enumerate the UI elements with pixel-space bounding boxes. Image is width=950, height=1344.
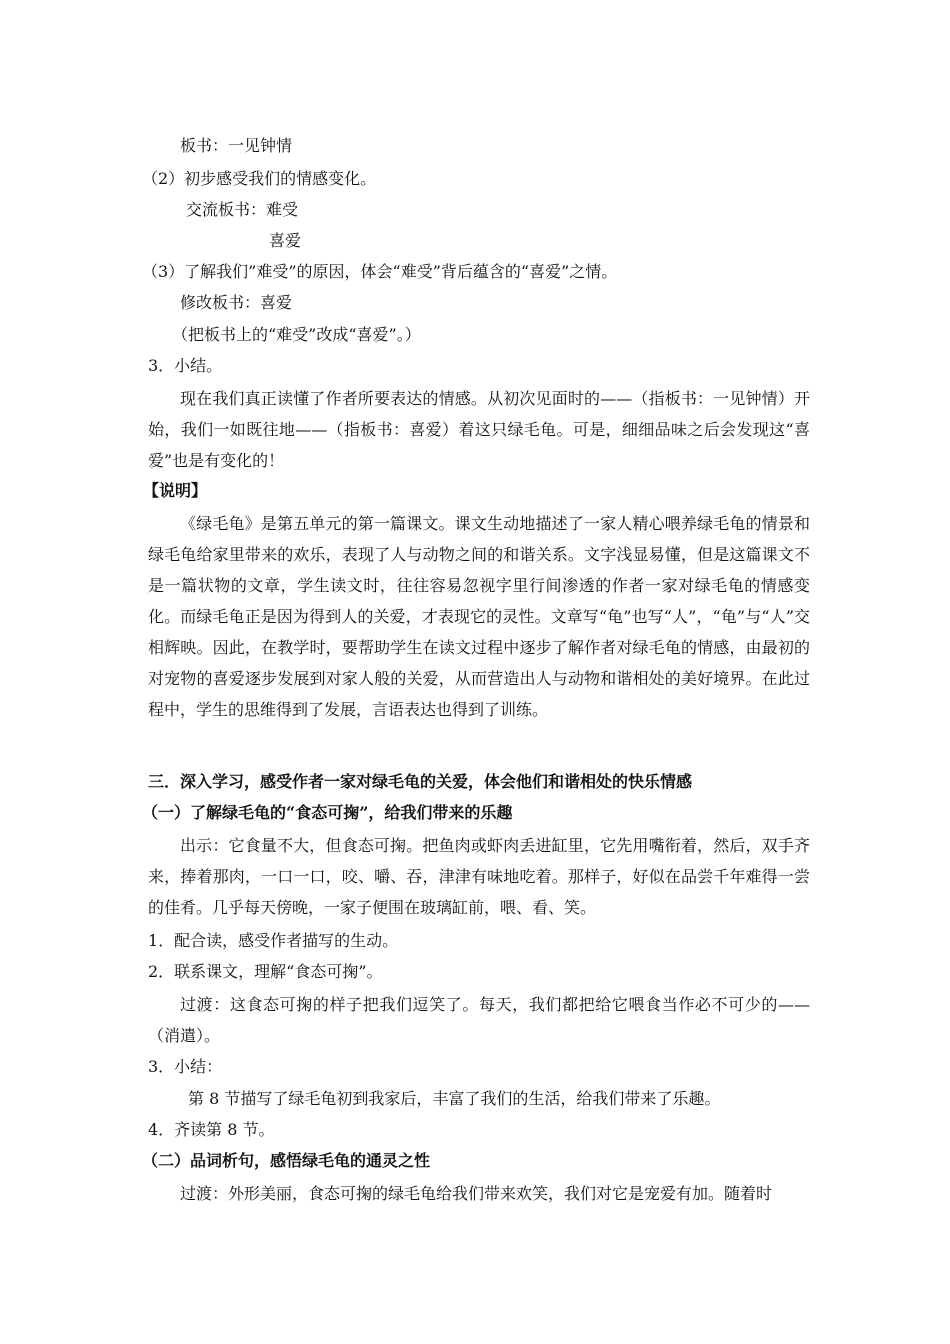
board-change-note: （把板书上的“难受”改成“喜爱”。） — [172, 325, 421, 344]
section-3-heading: 三．深入学习，感受作者一家对绿毛龟的关爱，体会他们和谐相处的快乐情感 — [148, 772, 693, 791]
explanation-heading: 【说明】 — [143, 481, 208, 500]
step-1-item: 1．配合读，感受作者描写的生动。 — [148, 931, 399, 950]
section-8-summary: 第 8 节描写了绿毛龟初到我家后，丰富了我们的生活，给我们带来了乐趣。 — [188, 1089, 721, 1108]
step-2-item: 2．联系课文，理解“食态可掬”。 — [148, 962, 383, 981]
step-3-heading: （3）了解我们”难受”的原因，体会“难受”背后蕴含的“喜爱”之情。 — [142, 262, 618, 281]
step-2-heading: （2）初步感受我们的情感变化。 — [142, 169, 377, 188]
board-note-revised: 修改板书：喜爱 — [180, 293, 293, 312]
board-note-discomfort: 交流板书：难受 — [186, 200, 299, 219]
transition-paragraph-2: 过渡：外形美丽，食态可掬的绿毛龟给我们带来欢笑，我们对它是宠爱有加。随着时 — [180, 1184, 773, 1203]
summary-heading: 3．小结。 — [148, 356, 223, 375]
board-note-love: 喜爱 — [269, 231, 302, 250]
explanation-paragraph: 《绿毛龟》是第五单元的第一篇课文。课文生动地描述了一家人精心喂养绿毛龟的情景和绿毛龟给家里带来的欢乐，表现了人与动物之间的和谐关系。文字浅显易懂，但是这篇课文不是一篇状物的文章，学生读文时，往往容易忽视字里行间渗透的作者一家对绿毛龟的情感变化。而绿毛龟正是因为得到人的关爱，才表现它的灵性。文章写“龟”也写“人”，“龟”与“人”交相辉映。因此，在教学时，要帮助学生在读文过程中逐步了解作者对绿毛龟的情感，由最初的对宠物的喜爱逐步发展到对家人般的关爱，从而营造出人与动物和谐相处的美好境界。在此过程中，学生的思维得到了发展，言语表达也得到了训练。 — [148, 514, 810, 719]
subsection-1-heading: （一）了解绿毛龟的“食态可掬”，给我们带来的乐趣 — [142, 803, 513, 822]
excerpt-paragraph: 出示：它食量不大，但食态可掬。把鱼肉或虾肉丢进缸里，它先用嘴衔着，然后，双手齐来，捧着那肉，一口一口，咬、嚼、吞，津津有味地吃着。那样子，好似在品尝千年难得一尝的佳肴。几乎每天傍晚，一家子便围在玻璃缸前，喂、看、笑。 — [148, 836, 810, 917]
step-3-item: 3．小结： — [148, 1057, 223, 1076]
board-note-love-at-first-sight: 板书：一见钟情 — [180, 136, 293, 155]
step-4-item: 4．齐读第 8 节。 — [148, 1120, 275, 1139]
subsection-2-heading: （二）品词析句，感悟绿毛龟的通灵之性 — [142, 1151, 431, 1170]
transition-paragraph-1: 过渡：这食态可掬的样子把我们逗笑了。每天，我们都把给它喂食当作必不可少的——（消遣）。 — [148, 995, 810, 1045]
summary-paragraph: 现在我们真正读懂了作者所要表达的情感。从初次见面时的——（指板书：一见钟情）开始，我们一如既往地——（指板书：喜爱）着这只绿毛龟。可是，细细品味之后会发现这“喜爱”也是有变化的！ — [148, 389, 810, 470]
